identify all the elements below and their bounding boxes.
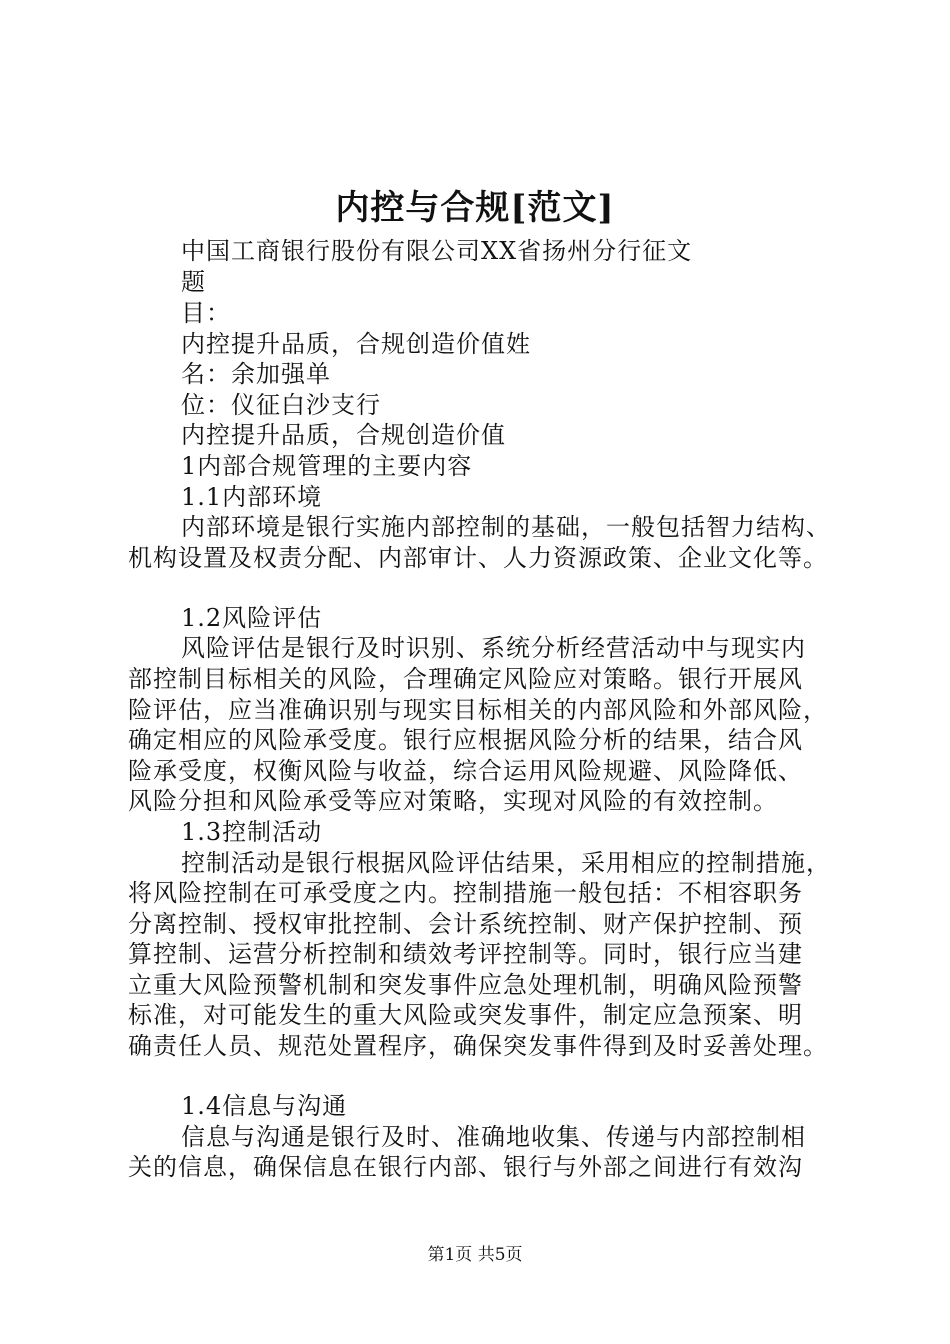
paragraph-line: 机构设置及权责分配、内部审计、人力资源政策、企业文化等。 bbox=[128, 544, 828, 572]
text-line: 中国工商银行股份有限公司XX省扬州分行征文 bbox=[181, 237, 693, 265]
paragraph-line: 风险分担和风险承受等应对策略，实现对风险的有效控制。 bbox=[128, 787, 778, 815]
paragraph-line: 分离控制、授权审批控制、会计系统控制、财产保护控制、预 bbox=[128, 910, 803, 938]
text-line: 名：余加强单 bbox=[181, 360, 331, 388]
paragraph-line: 内部环境是银行实施内部控制的基础，一般包括智力结构、 bbox=[181, 513, 831, 541]
text-line: 目： bbox=[181, 299, 231, 327]
text-line: 位：仪征白沙支行 bbox=[181, 391, 381, 419]
subsection-heading: 1.4信息与沟通 bbox=[181, 1092, 348, 1120]
paragraph-line: 控制活动是银行根据风险评估结果，采用相应的控制措施， bbox=[181, 849, 831, 877]
section-heading: 1内部合规管理的主要内容 bbox=[181, 452, 473, 480]
subsection-heading: 1.3控制活动 bbox=[181, 818, 323, 846]
paragraph-line: 险承受度，权衡风险与收益，综合运用风险规避、风险降低、 bbox=[128, 757, 803, 785]
paragraph-line: 风险评估是银行及时识别、系统分析经营活动中与现实内 bbox=[181, 634, 806, 662]
text-line: 内控提升品质，合规创造价值姓 bbox=[181, 330, 531, 358]
paragraph-line: 部控制目标相关的风险，合理确定风险应对策略。银行开展风 bbox=[128, 665, 803, 693]
paragraph-line: 将风险控制在可承受度之内。控制措施一般包括：不相容职务 bbox=[128, 879, 803, 907]
subsection-heading: 1.2风险评估 bbox=[181, 604, 323, 632]
subsection-heading: 1.1内部环境 bbox=[181, 483, 323, 511]
text-line: 题 bbox=[181, 268, 206, 296]
paragraph-line: 关的信息，确保信息在银行内部、银行与外部之间进行有效沟 bbox=[128, 1153, 803, 1181]
paragraph-line: 立重大风险预警机制和突发事件应急处理机制，明确风险预警 bbox=[128, 971, 803, 999]
text-line: 内控提升品质，合规创造价值 bbox=[181, 421, 506, 449]
paragraph-line: 信息与沟通是银行及时、准确地收集、传递与内部控制相 bbox=[181, 1123, 806, 1151]
document-title: 内控与合规[范文] bbox=[335, 188, 615, 228]
paragraph-line: 算控制、运营分析控制和绩效考评控制等。同时，银行应当建 bbox=[128, 940, 803, 968]
paragraph-line: 标准，对可能发生的重大风险或突发事件，制定应急预案、明 bbox=[128, 1001, 803, 1029]
paragraph-line: 确责任人员、规范处置程序，确保突发事件得到及时妥善处理。 bbox=[128, 1032, 828, 1060]
paragraph-line: 确定相应的风险承受度。银行应根据风险分析的结果，结合风 bbox=[128, 726, 803, 754]
paragraph-line: 险评估，应当准确识别与现实目标相关的内部风险和外部风险， bbox=[128, 696, 828, 724]
page-footer: 第1页 共5页 bbox=[427, 1245, 523, 1265]
